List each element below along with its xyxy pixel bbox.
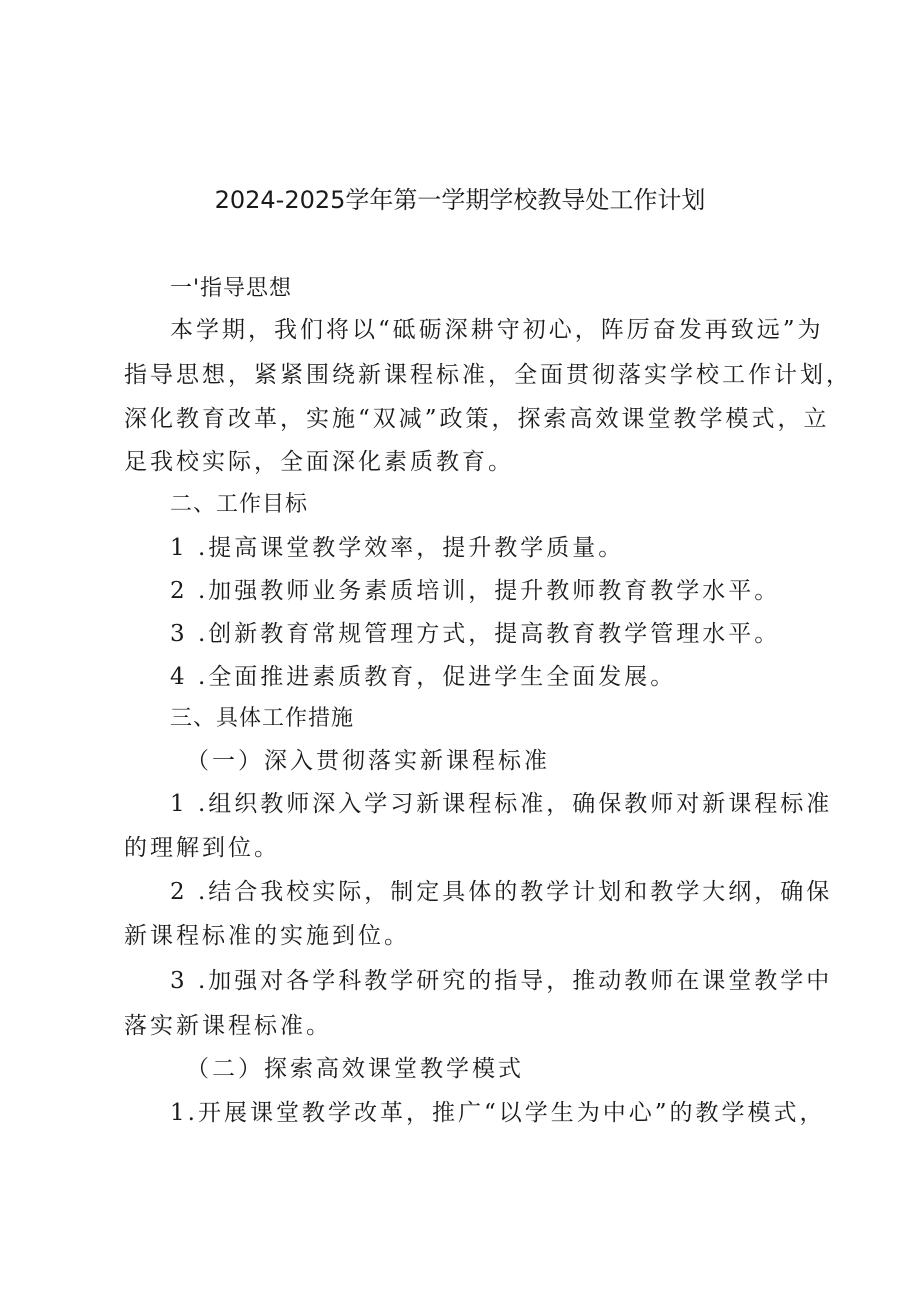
subsection-heading: （二）探索高效课堂教学模式 xyxy=(186,1056,524,1082)
paragraph-line: 本学期，我们将以“砥砺深耕守初心，阵厉奋发再致远”为 xyxy=(170,317,824,343)
paragraph-line: 3 .加强对各学科教学研究的指导，推动教师在课堂教学中 xyxy=(170,968,833,994)
paragraph-line: 足我校实际，全面深化素质教育。 xyxy=(124,449,514,475)
paragraph-line: 的理解到位。 xyxy=(124,835,280,861)
paragraph-line: 2 .结合我校实际，制定具体的教学计划和教学大纲，确保 xyxy=(170,879,833,905)
list-item: 3 .创新教育常规管理方式，提高教育教学管理水平。 xyxy=(170,621,781,647)
paragraph-line: 1 .组织教师深入学习新课程标准，确保教师对新课程标准 xyxy=(170,791,833,817)
list-item: 4 .全面推进素质教育，促进学生全面发展。 xyxy=(170,664,677,690)
paragraph-line: 新课程标准的实施到位。 xyxy=(124,923,410,949)
paragraph-line: 1.开展课堂教学改革，推广“以学生为中心”的教学模式， xyxy=(170,1100,826,1126)
document-title: 2024-2025学年第一学期学校教导处工作计划 xyxy=(214,186,706,214)
paragraph-line: 指导思想，紧紧围绕新课程标准，全面贯彻落实学校工作计划， xyxy=(124,362,852,388)
subsection-heading: （一）深入贯彻落实新课程标准 xyxy=(186,748,550,774)
section-heading-guiding-ideology: 一'指导思想 xyxy=(170,276,293,301)
paragraph-line: 深化教育改革，实施“双减”政策，探索高效课堂教学模式，立 xyxy=(124,406,830,432)
section-heading-specific-measures: 三、具体工作措施 xyxy=(170,706,355,731)
list-item: 1 .提高课堂教学效率，提升教学质量。 xyxy=(170,535,625,561)
paragraph-line: 落实新课程标准。 xyxy=(124,1013,332,1039)
list-item: 2 .加强教师业务素质培训，提升教师教育教学水平。 xyxy=(170,578,781,604)
section-heading-work-goals: 二、工作目标 xyxy=(170,492,309,517)
